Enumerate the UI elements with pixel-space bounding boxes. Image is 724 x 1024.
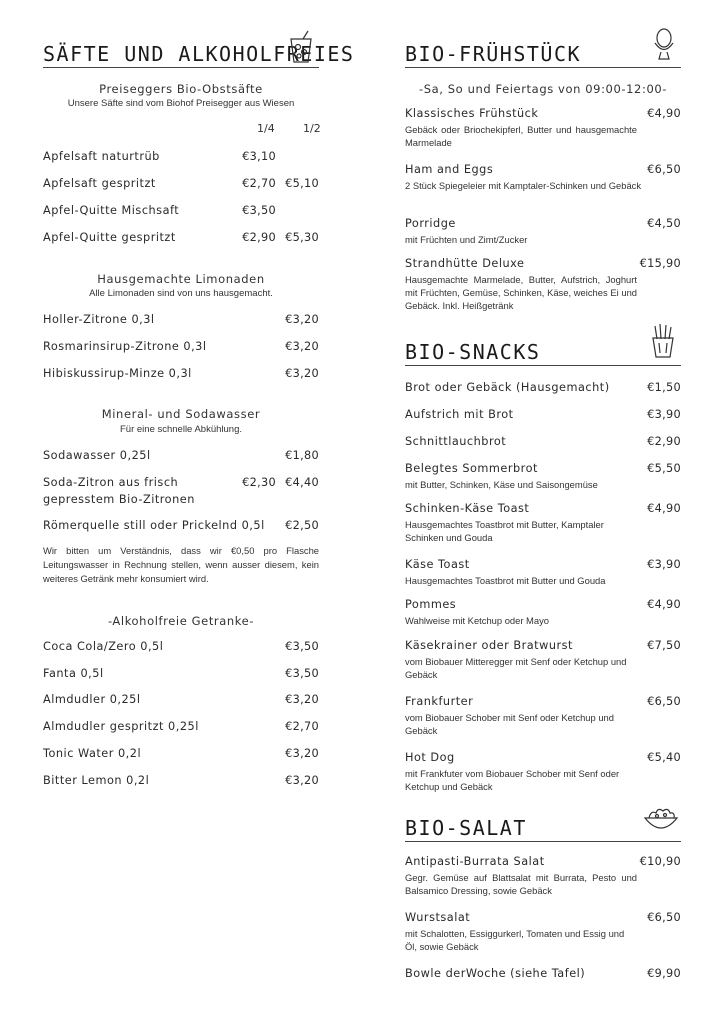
- section-title-breakfast: BIO-FRÜHSTÜCK: [405, 42, 582, 66]
- obst-heading: Preiseggers Bio-Obstsäfte: [99, 82, 263, 96]
- price: €4,50: [647, 217, 681, 230]
- menu-item: Rosmarinsirup-Zitrone 0,3l: [43, 340, 207, 353]
- item-description: Hausgemachtes Toastbrot mit Butter und Gouda: [405, 575, 606, 586]
- menu-item: Coca Cola/Zero 0,5l: [43, 640, 164, 653]
- price: €3,20: [285, 747, 319, 760]
- price-half: €5,10: [285, 177, 319, 190]
- price: €4,90: [647, 598, 681, 611]
- price: €2,90: [647, 435, 681, 448]
- menu-item: Strandhütte Deluxe: [405, 257, 525, 270]
- price: €2,70: [285, 720, 319, 733]
- price: €1,80: [285, 449, 319, 462]
- breakfast-hours: -Sa, So und Feiertags von 09:00-12:00-: [418, 82, 668, 96]
- price: €3,20: [285, 340, 319, 353]
- item-description: mit Schalotten, Essiggurkerl, Tomaten und Essig und Öl, sowie Gebäck: [405, 928, 625, 952]
- item-description: mit Frankfuter vom Biobauer Schober mit Senf oder Ketchup und Gebäck: [405, 768, 620, 792]
- price: €7,50: [647, 639, 681, 652]
- price-quarter: €3,50: [242, 204, 276, 217]
- price-quarter: €2,70: [242, 177, 276, 190]
- menu-item: Römerquelle still oder Prickelnd 0,5l: [43, 519, 265, 532]
- menu-item: Bowle derWoche (siehe Tafel): [405, 967, 586, 980]
- menu-item: Hibiskussirup-Minze 0,3l: [43, 367, 192, 380]
- item-description: Wahlweise mit Ketchup oder Mayo: [405, 615, 549, 626]
- menu-item: Sodawasser 0,25l: [43, 449, 151, 462]
- menu-item: Ham and Eggs: [405, 163, 494, 176]
- menu-item: Schnittlauchbrot: [405, 435, 507, 448]
- price: €3,20: [285, 774, 319, 787]
- price: €15,90: [639, 257, 681, 270]
- price: €3,50: [285, 667, 319, 680]
- menu-item: Tonic Water 0,2l: [43, 747, 142, 760]
- item-description: vom Biobauer Schober mit Senf oder Ketchup und Gebäck: [405, 712, 614, 736]
- menu-item: Käsekrainer oder Bratwurst: [405, 639, 573, 652]
- menu-item: Klassisches Frühstück: [405, 107, 539, 120]
- price: €1,50: [647, 381, 681, 394]
- mineral-heading: Mineral- und Sodawasser: [101, 407, 261, 421]
- menu-item: Apfel-Quitte Mischsaft: [43, 204, 180, 217]
- price: €3,20: [285, 693, 319, 706]
- menu-item: Apfelsaft gespritzt: [43, 177, 156, 190]
- price-half: €4,40: [285, 476, 319, 489]
- juice-glass-icon: [287, 30, 315, 69]
- item-description: Gebäck oder Briochekipferl, Butter und hausgemachte Marmelade: [405, 124, 637, 148]
- col-header-quarter: 1/4: [257, 122, 275, 135]
- limo-note: Alle Limonaden sind von uns hausgemacht.: [89, 288, 273, 299]
- item-description: vom Biobauer Mitteregger mit Senf oder Ketchup und Gebäck: [405, 656, 627, 680]
- menu-item: Hot Dog: [405, 751, 455, 764]
- mineral-note: Für eine schnelle Abkühlung.: [120, 424, 242, 435]
- price: €4,90: [647, 107, 681, 120]
- price: €3,20: [285, 313, 319, 326]
- section-divider: [405, 365, 681, 366]
- item-description: mit Früchten und Zimt/Zucker: [405, 234, 528, 245]
- section-divider: [405, 67, 681, 68]
- salad-bowl-icon: [643, 804, 679, 839]
- price-half: €5,30: [285, 231, 319, 244]
- menu-item: Belegtes Sommerbrot: [405, 462, 538, 475]
- price: €3,20: [285, 367, 319, 380]
- menu-item: Soda-Zitron aus frisch: [43, 476, 179, 489]
- menu-item: Wurstsalat: [405, 911, 471, 924]
- price: €5,50: [647, 462, 681, 475]
- menu-item: Almdudler 0,25l: [43, 693, 141, 706]
- price: €4,90: [647, 502, 681, 515]
- price: €6,50: [647, 163, 681, 176]
- price: €3,90: [647, 558, 681, 571]
- limo-heading: Hausgemachte Limonaden: [97, 272, 265, 286]
- menu-item: Aufstrich mit Brot: [405, 408, 514, 421]
- menu-item: Brot oder Gebäck (Hausgemacht): [405, 381, 610, 394]
- menu-item-line2: gepresstem Bio-Zitronen: [43, 493, 195, 506]
- price: €2,50: [285, 519, 319, 532]
- section-title-snacks: BIO-SNACKS: [405, 340, 541, 364]
- egg-cup-icon: [651, 26, 677, 67]
- alkfrei-heading: -Alkoholfreie Getranke-: [107, 614, 255, 628]
- menu-item: Käse Toast: [405, 558, 470, 571]
- col-header-half: 1/2: [303, 122, 321, 135]
- price: €9,90: [647, 967, 681, 980]
- price: €10,90: [639, 855, 681, 868]
- obst-note: Unsere Säfte sind vom Biohof Preisegger aus Wiesen: [67, 98, 295, 109]
- section-title-drinks: SÄFTE UND ALKOHOLFREIES: [43, 42, 355, 66]
- price-quarter: €2,30: [242, 476, 276, 489]
- menu-item: Almdudler gespritzt 0,25l: [43, 720, 199, 733]
- price: €5,40: [647, 751, 681, 764]
- price: €3,90: [647, 408, 681, 421]
- fries-icon: [651, 323, 675, 364]
- menu-item: Holler-Zitrone 0,3l: [43, 313, 155, 326]
- menu-item: Schinken-Käse Toast: [405, 502, 530, 515]
- item-description: mit Butter, Schinken, Käse und Saisongemüse: [405, 479, 598, 490]
- item-description: 2 Stück Spiegeleier mit Kamptaler-Schinken und Gebäck: [405, 180, 642, 191]
- item-description: Hausgemachtes Toastbrot mit Butter, Kamptaler Schinken und Gouda: [405, 519, 604, 543]
- price-quarter: €2,90: [242, 231, 276, 244]
- price: €6,50: [647, 911, 681, 924]
- price: €3,50: [285, 640, 319, 653]
- menu-item: Pommes: [405, 598, 457, 611]
- menu-item: Antipasti-Burrata Salat: [405, 855, 545, 868]
- menu-item: Bitter Lemon 0,2l: [43, 774, 150, 787]
- menu-item: Frankfurter: [405, 695, 474, 708]
- item-description: Gegr. Gemüse auf Blattsalat mit Burrata, Pesto und Balsamico Dressing, sowie Gebäck: [405, 872, 637, 896]
- menu-item: Porridge: [405, 217, 456, 230]
- tap-water-notice: Wir bitten um Verständnis, dass wir €0,50 pro Flasche Leitungswasser in Rechnung stellen, wenn ausser diesem, kein weiteres Getränk mehr konsumiert wird.: [43, 545, 319, 584]
- section-divider: [43, 67, 319, 68]
- menu-item: Fanta 0,5l: [43, 667, 104, 680]
- menu-item: Apfel-Quitte gespritzt: [43, 231, 176, 244]
- menu-item: Apfelsaft naturtrüb: [43, 150, 160, 163]
- item-description: Hausgemachte Marmelade, Butter, Aufstrich, Joghurt mit Früchten, Gemüse, Schinken, Käse, weiches Ei und Gebäck. Inkl. Heißgetränk: [405, 274, 637, 311]
- price: €6,50: [647, 695, 681, 708]
- section-divider: [405, 841, 681, 842]
- price-quarter: €3,10: [242, 150, 276, 163]
- section-title-salad: BIO-SALAT: [405, 816, 527, 840]
